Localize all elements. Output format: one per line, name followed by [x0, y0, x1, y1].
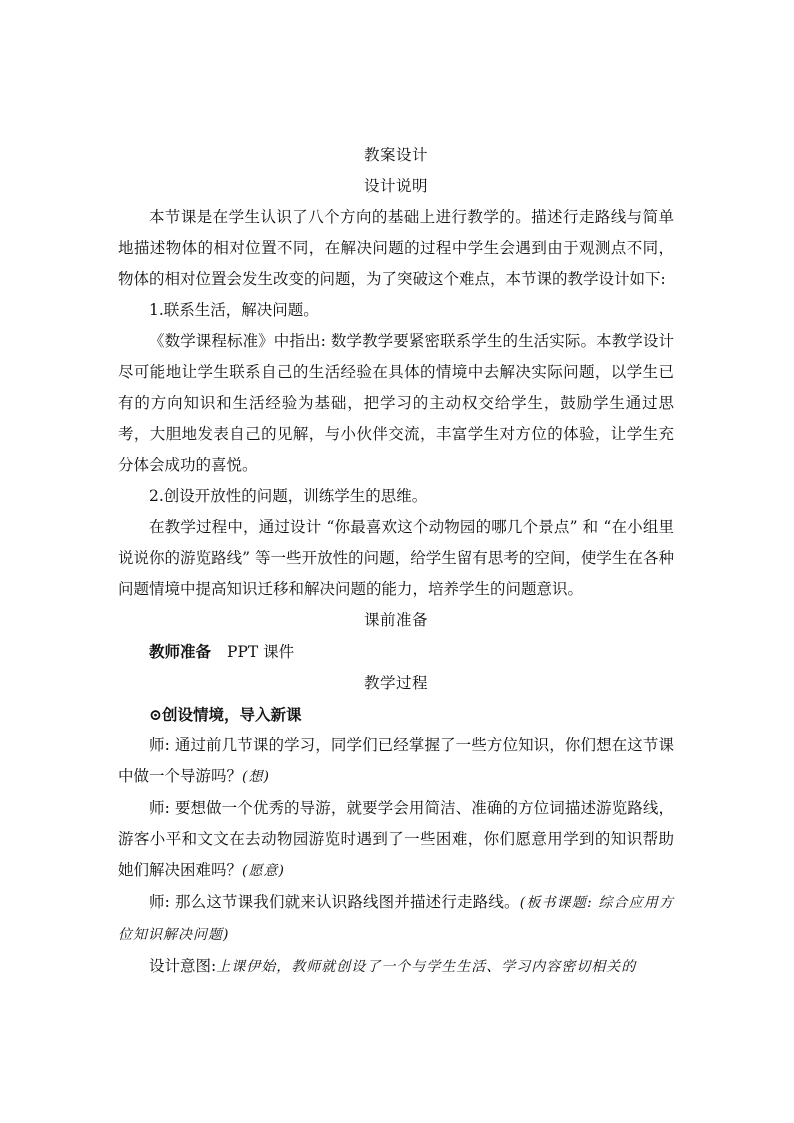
- document-title: 教案设计: [363, 146, 428, 164]
- preparation-line: [118, 636, 674, 668]
- design-intent: [118, 951, 674, 983]
- teacher-line-1-note: (想): [242, 769, 270, 785]
- teacher-line-2-text: 师: 要想做一个优秀的导游，就要学会用简洁、准确的方位词描述游览路线，游客小平和文文在去动物园游览时遇到了一些困难，你们愿意用学到的知识帮助她们解决困难吗？: [118, 799, 674, 879]
- teacher-line-3: [118, 887, 674, 951]
- teacher-line-2-note: (愿意): [242, 863, 285, 879]
- paragraph-intro: 本节课是在学生认识了八个方向的基础上进行教学的。描述行走路线与简单地描述物体的相对位置不同，在解决问题的过程中学生会遇到由于观测点不同，物体的相对位置会发生改变的问题，为了突破这个难点，本节课的教学设计如下:: [118, 208, 674, 288]
- section-heading-design-notes: 设计说明: [363, 177, 428, 195]
- teacher-line-1: [118, 730, 674, 793]
- step-heading-1: ⊙创设情境，导入新课: [149, 705, 302, 724]
- list-item-1: 1.联系生活，解决问题。: [149, 301, 319, 319]
- list-item-2: 2.创设开放性的问题，训练学生的思维。: [149, 487, 428, 505]
- paragraph-open-questions: 在教学过程中，通过设计 “你最喜欢这个动物园的哪几个景点” 和 “在小组里说说你的游览路线” 等一些开放性的问题，给学生留有思考的空间，使学生在各种问题情境中提高知识迁移和解决问题的能力，培养学生的问题意识。: [118, 518, 674, 598]
- document-page: [118, 140, 674, 983]
- preparation-value: PPT 课件: [227, 643, 295, 661]
- preparation-label: 教师准备: [149, 642, 212, 661]
- teacher-line-2: [118, 793, 674, 887]
- design-intent-label: 设计意图:: [149, 957, 217, 975]
- section-heading-preparation: 课前准备: [363, 611, 428, 629]
- section-heading-process: 教学过程: [363, 674, 428, 692]
- design-intent-text: 上课伊始，教师就创设了一个与学生生活、学习内容密切相关的: [216, 959, 637, 975]
- paragraph-curriculum: 《数学课程标准》中指出: 数学教学要紧密联系学生的生活实际。本教学设计尽可能地让学生联系自己的生活经验在具体的情境中去解决实际问题，以学生已有的方向知识和生活经验为基础，把学习的主动权交给学生，鼓励学生通过思考，大胆地发表自己的见解，与小伙伴交流，丰富学生对方位的体验，让学生充分体会成功的喜悦。: [118, 332, 674, 474]
- teacher-line-3-text: 师: 那么这节课我们就来认识路线图并描述行走路线。: [149, 893, 520, 911]
- teacher-line-1-text: 师: 通过前几节课的学习，同学们已经掌握了一些方位知识，你们想在这节课中做一个导游吗？: [118, 736, 674, 785]
- teacher-line-3-note: (板书课题: 综合应用方位知识解决问题): [118, 895, 674, 943]
